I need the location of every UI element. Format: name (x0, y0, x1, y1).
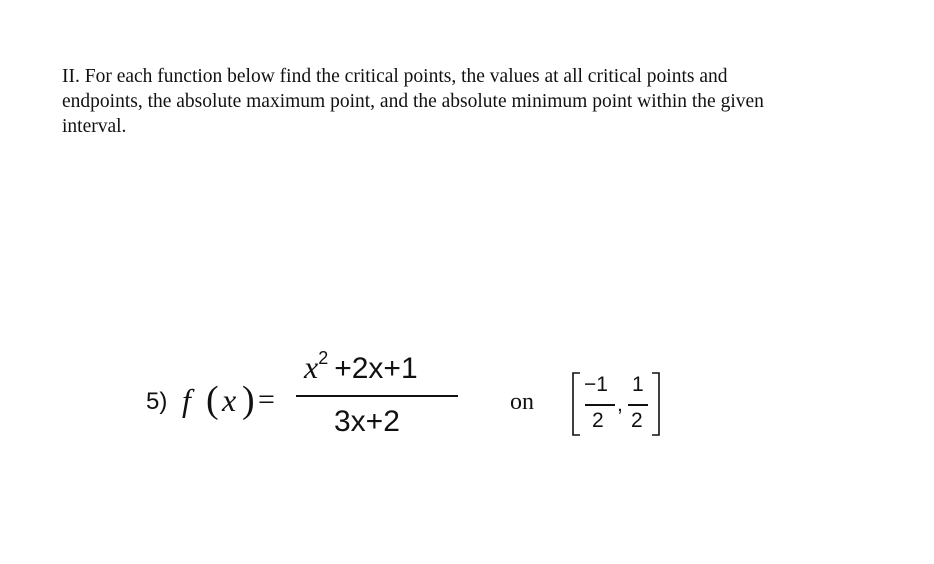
fraction-bar (296, 395, 458, 397)
instructions-line: interval. (62, 116, 127, 137)
interval-comma: , (617, 393, 623, 416)
right-bracket-shape (650, 371, 662, 437)
interval (570, 371, 670, 441)
on-word: on (510, 389, 534, 415)
problem-number-label: 5) (146, 388, 168, 415)
open-parenthesis: ( (206, 379, 219, 421)
right-endpoint-numerator: 1 (632, 373, 644, 396)
denominator: 3x+2 (334, 405, 400, 438)
instructions-paragraph (62, 64, 882, 139)
numerator-rest: +2x+1 (334, 352, 418, 385)
left-endpoint-denominator: 2 (592, 409, 604, 432)
left-endpoint-numerator: −1 (584, 373, 608, 396)
right-endpoint-bar (628, 404, 648, 406)
right-endpoint-denominator: 2 (631, 409, 643, 432)
problem-5 (146, 345, 706, 455)
left-bracket-shape (570, 371, 582, 437)
numerator (304, 349, 418, 386)
instructions-line: II. For each function below find the critical points, the values at all critical points and (62, 66, 728, 87)
left-endpoint-bar (585, 404, 615, 406)
numerator-variable: x (304, 349, 319, 385)
equals-sign: = (258, 383, 275, 416)
close-parenthesis: ) (242, 379, 255, 421)
numerator-exponent: 2 (318, 348, 329, 368)
function-variable: x (222, 382, 237, 418)
function-name: f (182, 382, 191, 418)
instructions-line: endpoints, the absolute maximum point, and the absolute minimum point within the given (62, 91, 764, 112)
